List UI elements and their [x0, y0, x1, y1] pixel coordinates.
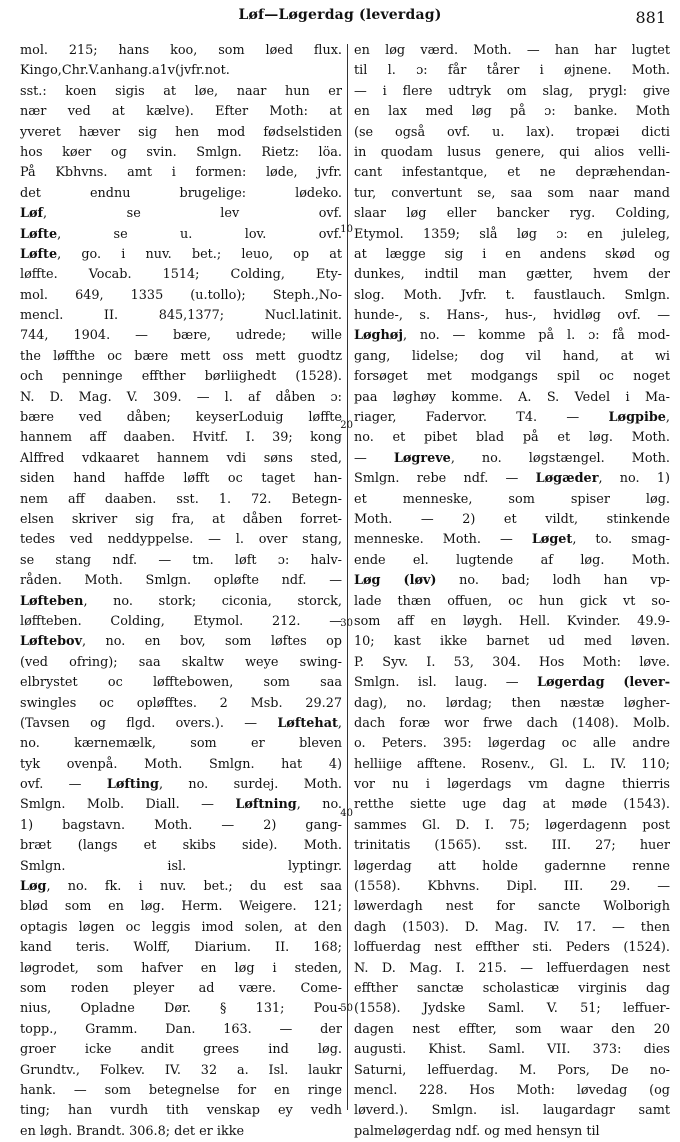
text-line: mencl. II. 845,1377; Nucl.latinit.	[20, 308, 342, 324]
text-line: riager, Fadervor. T4. — Løgpibe,	[354, 410, 670, 426]
text-line: Smlgn. isl. lyptingr.	[20, 858, 342, 874]
text-line: cant infestantque, et ne depræhendan-	[354, 165, 670, 181]
text-line: loffuerdag nest effther sti. Peders (1524).	[354, 940, 670, 956]
text-line: løgrodet, som hafver en løg i steden,	[20, 960, 342, 976]
headword: Løf	[20, 206, 44, 222]
text-line: hannem aff daaben. Hvitf. I. 39; kong	[20, 430, 342, 446]
text-line: bære ved dåben; keyserLoduig løffte	[20, 410, 342, 426]
text-line: Saturni, leffuerdag. M. Pors, De no-	[354, 1062, 670, 1078]
text-line: N. D. Mag. I. 215. — leffuerdagen nest	[354, 960, 670, 976]
text-line: groer icke andit grees ind løg.	[20, 1042, 342, 1058]
text-line: gang, lidelse; dog vil hand, at wi	[354, 348, 670, 364]
text-line: (Tavsen og flgd. overs.). — Løftehat,	[20, 715, 342, 731]
text-line: (1558). Jydske Saml. V. 51; leffuer-	[354, 1001, 670, 1017]
text-line: effther sanctæ scholasticæ virginis dag	[354, 980, 670, 996]
text-line: dagen nest effter, som waar den 20	[354, 1021, 670, 1037]
text-line: — Løgreve, no. løgstængel. Moth.	[354, 450, 670, 466]
text-line: yveret hæver sig hen mod fødselstiden	[20, 124, 342, 140]
text-line: paa løghøy komme. A. S. Vedel i Ma-	[354, 389, 670, 405]
headword: Løfteben	[20, 593, 84, 609]
text-line: (ved ofring); saa skaltw weye swing-	[20, 654, 342, 670]
text-line: sst.: koen sigis at løe, naar hun er	[20, 83, 342, 99]
column-divider	[347, 44, 348, 1110]
text-line: o. Peters. 395: løgerdag oc alle andre	[354, 736, 670, 752]
text-line: elbrystet oc løfftebowen, som saa	[20, 675, 342, 691]
text-line: dagh (1503). D. Mag. IV. 17. — then	[354, 919, 670, 935]
text-line: Løfteben, no. stork; ciconia, storck,	[20, 593, 342, 609]
text-line: trinitatis (1565). sst. III. 27; huer	[354, 838, 670, 854]
line-number-40: 40	[340, 808, 353, 819]
text-line: løgerdag att holde gadernne renne	[354, 858, 670, 874]
text-line: tedes ved neddyppelse. — l. over stang,	[20, 532, 342, 548]
text-line: topp., Gramm. Dan. 163. — der	[20, 1021, 342, 1037]
text-line: slaar løg eller bancker ryg. Colding,	[354, 206, 670, 222]
text-line: no. et pibet blad på et løg. Moth.	[354, 430, 670, 446]
text-line: ende el. lugtende af løg. Moth.	[354, 552, 670, 568]
text-line: vor nu i løgerdags vm dagne thierris	[354, 777, 670, 793]
headword: Løfting	[106, 777, 159, 793]
text-line: no. kærnemælk, som er bleven	[20, 736, 342, 752]
text-line: ting; han vurdh tith venskap ey vedh	[20, 1103, 342, 1119]
line-number-30: 30	[340, 618, 353, 629]
text-line: Løg (løv) no. bad; lodh han vp-	[354, 573, 670, 589]
headword: Løftebov	[20, 634, 83, 650]
headword: Løg	[20, 879, 47, 895]
running-header: Løf—Løgerdag (leverdag)	[238, 7, 442, 23]
line-number-20: 20	[340, 420, 353, 431]
text-line: ovf. — Løfting, no. surdej. Moth.	[20, 777, 343, 793]
text-line: 744, 1904. — bære, udrede; wille	[20, 328, 342, 344]
text-line: som aff en løygh. Hell. Kvinder. 49.9-	[354, 613, 670, 629]
text-line: sammes Gl. D. I. 75; løgerdagenn post	[354, 817, 670, 833]
text-line: løwerdagh nest for sancte Wolborigh	[354, 899, 670, 915]
text-line: Smlgn. Molb. Diall. — Løftning, no.	[20, 797, 342, 813]
text-line: dag), no. lørdag; then næstæ løgher-	[354, 695, 670, 711]
text-line: palmeløgerdag ndf. og med hensyn til	[354, 1123, 600, 1139]
text-line: nius, Opladne Dør. § 131; Pou-	[20, 1001, 342, 1017]
text-line: hunde-, s. Hans-, hus-, hvidløg ovf. —	[354, 308, 670, 324]
page-number: 881	[635, 8, 666, 27]
text-line: Grundtv., Folkev. IV. 32 a. Isl. laukr	[20, 1062, 342, 1078]
text-line: Løfte, go. i nuv. bet.; leuo, op at	[20, 246, 342, 262]
text-line: en løg værd. Moth. — han har lugtet	[354, 43, 670, 58]
headword: Løgreve	[393, 450, 451, 466]
text-line: hos køer og svin. Smlgn. Rietz: löa.	[20, 144, 342, 160]
text-line: løffte. Vocab. 1514; Colding, Ety-	[20, 267, 342, 283]
text-line: Smlgn. isl. laug. — Løgerdag (lever-	[354, 675, 671, 691]
text-line: dunkes, indtil man gætter, hvem der	[354, 267, 670, 283]
text-line: lade thæn offuen, oc hun gick vt so-	[354, 593, 670, 609]
text-line: Løftebov, no. en bov, som løftes op	[20, 634, 342, 650]
headword: Løfte	[20, 226, 58, 242]
headword: Løgpibe	[608, 410, 666, 426]
text-line: Smlgn. rebe ndf. — Løgæder, no. 1)	[354, 471, 670, 487]
text-line: På Kbhvns. amt i formen: løde, jvfr.	[20, 165, 342, 181]
text-line: at lægge sig i en andens skød og	[354, 246, 670, 262]
text-line: se stang ndf. — tm. løft ɔ: halv-	[20, 552, 342, 568]
headword: Løftning	[235, 797, 297, 813]
headword: Løgæder	[535, 471, 599, 487]
text-line: råden. Moth. Smlgn. opløfte ndf. —	[20, 573, 342, 589]
text-line: siden hand haffde løfft oc taget han-	[20, 471, 342, 487]
text-line: tur, convertunt se, saa som naar mand	[354, 185, 670, 201]
text-line: Etymol. 1359; slå løg ɔ: en juleleg,	[354, 226, 670, 242]
text-line: nær ved at kælve). Efter Moth: at	[20, 104, 342, 120]
text-line: P. Syv. I. 53, 304. Hos Moth: løve.	[354, 654, 670, 670]
text-line: Kingo,Chr.V.anhang.a1v(jvfr.not.	[20, 63, 230, 79]
headword: Løftehat	[277, 715, 338, 731]
text-line: som roden pleyer ad være. Come-	[20, 980, 342, 996]
text-line: (se også ovf. u. lax). tropæi dicti	[354, 124, 670, 140]
text-line: helliige afftene. Rosenv., Gl. L. IV. 110;	[354, 756, 670, 772]
text-line: en lax med løg på ɔ: banke. Moth	[354, 104, 670, 120]
text-line: och penninge effther børliighedt (1528).	[20, 369, 342, 385]
text-line: mencl. 228. Hos Moth: løvedag (og	[354, 1082, 670, 1098]
text-line: retthe siette uge dag at møde (1543).	[354, 797, 670, 813]
text-line: (1558). Kbhvns. Dipl. III. 29. —	[354, 879, 670, 895]
text-line: løffteben. Colding, Etymol. 212. —	[20, 613, 342, 629]
text-line: 10; kast ikke barnet ud med løven.	[354, 634, 670, 650]
headword: Løget	[531, 532, 573, 548]
text-line: optagis løgen oc leggis imod solen, at den	[20, 919, 342, 935]
text-line: Moth. — 2) et vildt, stinkende	[354, 511, 670, 527]
text-line: tyk ovenpå. Moth. Smlgn. hat 4)	[20, 756, 342, 772]
text-line: til l. ɔ: får tårer i øjnene. Moth.	[354, 63, 670, 79]
headword: Løfte	[20, 246, 58, 262]
headword: Løghøj	[354, 328, 403, 344]
text-line: forsøget met modgangs spil oc noget	[354, 369, 670, 385]
line-number-10: 10	[340, 224, 353, 235]
text-line: the løffthe oc bære mett oss mett guodtz	[20, 348, 342, 364]
text-line: dach foræ wor frwe dach (1408). Molb.	[354, 715, 670, 731]
text-line: mol. 215; hans koo, som løed flux.	[20, 43, 342, 58]
headword: Løgerdag (lever-	[536, 675, 671, 691]
text-line: N. D. Mag. V. 309. — l. af dåben ɔ:	[20, 389, 342, 405]
text-line: augusti. Khist. Saml. VII. 373: dies	[354, 1042, 670, 1058]
right-column	[354, 41, 670, 1142]
text-line: mol. 649, 1335 (u.tollo); Steph.,No-	[20, 287, 342, 303]
text-line: løverd.). Smlgn. isl. laugardagr samt	[354, 1103, 670, 1119]
text-line: slog. Moth. Jvfr. t. faustlauch. Smlgn.	[354, 287, 670, 303]
text-line: blød som en løg. Herm. Weigere. 121;	[20, 899, 342, 915]
text-line: Løfte, se u. lov. ovf.	[20, 226, 342, 242]
text-line: Løg, no. fk. i nuv. bet.; du est saa	[20, 879, 342, 895]
headword: Løg (løv)	[354, 573, 437, 589]
text-line: — i flere udtryk om slag, prygl: give	[354, 83, 670, 99]
text-line: Alffred vdkaaret hannem vdi søns sted,	[20, 450, 342, 466]
text-line: swingles oc opløfftes. 2 Msb. 29.27	[20, 695, 342, 711]
text-line: Løghøj, no. — komme på l. ɔ: få mod-	[354, 328, 670, 344]
text-line: et menneske, som spiser løg.	[354, 491, 670, 507]
text-line: det endnu brugelige: lødeko.	[20, 185, 342, 201]
line-number-50: 50	[340, 1003, 353, 1014]
left-column	[20, 41, 342, 1142]
text-line: hank. — som betegnelse for en ringe	[20, 1082, 342, 1098]
text-line: nem aff daaben. sst. 1. 72. Betegn-	[20, 491, 342, 507]
text-line: kand teris. Wolff, Diarium. II. 168;	[20, 940, 342, 956]
text-line: en løgh. Brandt. 306.8; det er ikke	[20, 1123, 245, 1139]
text-line: elsen skriver sig fra, at dåben forret-	[20, 511, 342, 527]
text-line: menneske. Moth. — Løget, to. smag-	[354, 532, 670, 548]
text-line: Løf, se lev ovf.	[20, 206, 342, 222]
text-line: in quodam lusus genere, qui alios velli-	[354, 144, 670, 160]
text-line: 1) bagstavn. Moth. — 2) gang-	[20, 817, 342, 833]
text-line: bræt (langs et skibs side). Moth.	[20, 838, 342, 854]
